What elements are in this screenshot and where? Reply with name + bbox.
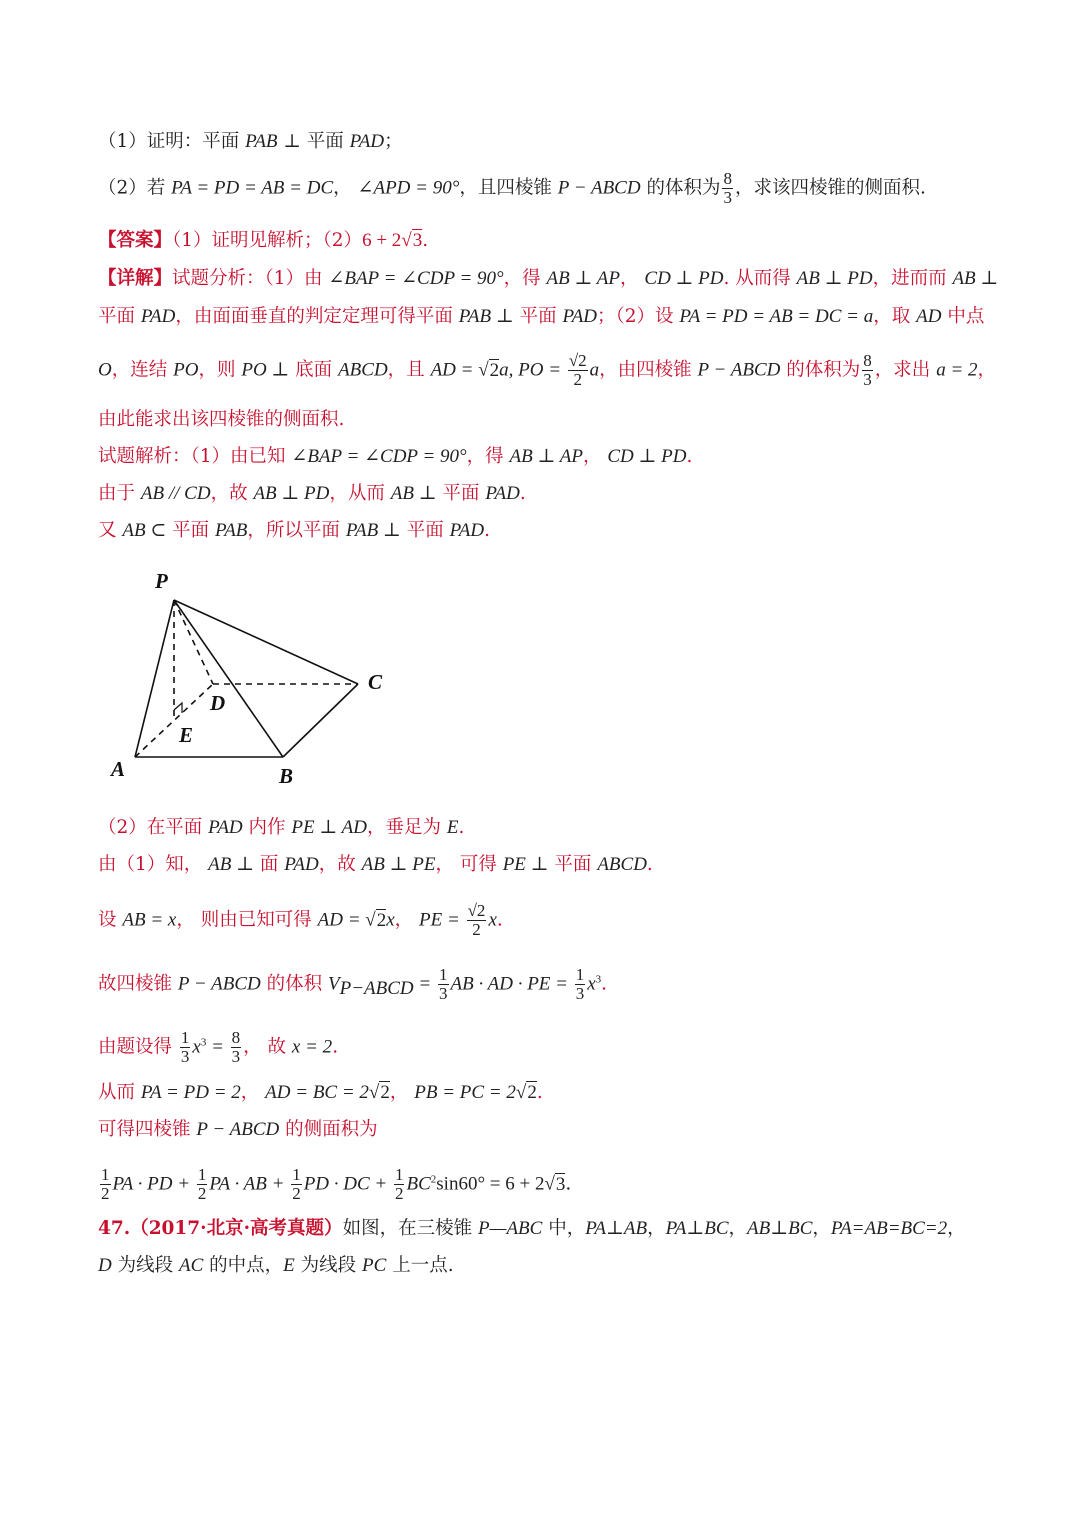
fraction: $\frac{√2}{2}$	[467, 901, 486, 939]
math: x	[192, 1036, 201, 1058]
text: ，垂足为	[366, 817, 447, 838]
math: =	[413, 973, 436, 995]
math: AB ⊥ AP	[509, 446, 583, 467]
math: ∠APD = 90°	[357, 177, 460, 199]
text: 由于	[98, 483, 141, 504]
text: ，	[389, 1082, 415, 1103]
part2-line-1	[98, 816, 464, 840]
fraction: $\frac{1}{3}$	[575, 965, 585, 1003]
math: PO	[173, 359, 199, 381]
text: ， 则由已知可得	[176, 909, 318, 931]
math: a	[589, 359, 600, 381]
label-A: A	[111, 757, 126, 781]
text: ，故	[210, 483, 254, 504]
fraction: $\frac{8}{3}$	[723, 169, 732, 207]
question-47-line-2	[98, 1254, 454, 1278]
text: ；（2）设	[597, 306, 680, 327]
math: x	[587, 973, 596, 995]
text: .	[601, 973, 608, 995]
text: 试题解析：（1）由已知	[98, 446, 292, 467]
text: 设	[98, 909, 123, 931]
text: 平面	[513, 306, 563, 327]
math: PAD	[449, 520, 485, 541]
math: P − ABCD	[557, 177, 641, 199]
math: PAD	[208, 817, 243, 838]
text: .	[565, 1173, 572, 1195]
text: ，则	[198, 359, 242, 381]
fraction: $\frac{√2}{2}$	[568, 351, 587, 389]
math: PA · PD +	[112, 1173, 195, 1195]
text: . 从而得	[723, 268, 797, 289]
text: ；	[384, 131, 403, 152]
edge-BC	[283, 684, 358, 757]
superscript: 3	[595, 973, 602, 986]
math: O	[98, 359, 112, 381]
detail-line-5	[98, 445, 692, 469]
label-D: D	[210, 691, 226, 715]
math: x	[488, 909, 497, 931]
text: ，求该四棱锥的侧面积.	[734, 177, 926, 199]
math: PB = PC = 2	[414, 1082, 516, 1103]
math: a = 2	[936, 359, 978, 381]
label-B: B	[279, 764, 294, 788]
text: ，由面面垂直的判定定理可得平面	[175, 306, 459, 327]
text: ，连结	[111, 359, 174, 381]
detail-line-6	[98, 482, 526, 506]
math: PA = PD = 2	[140, 1082, 241, 1103]
text: ，	[728, 1218, 748, 1239]
fraction: $\frac{1}{2}$	[101, 1165, 110, 1203]
math: =	[206, 1036, 229, 1058]
text: 的中点，	[203, 1255, 284, 1276]
math: PA⊥BC	[665, 1218, 729, 1239]
text: 如图，在三棱锥	[342, 1218, 478, 1239]
text: （1）证明见解析；（2）	[172, 230, 363, 251]
text: 平面	[98, 306, 141, 327]
math: PAB ⊥	[345, 520, 401, 541]
part2-line-6	[98, 1081, 543, 1105]
text: 为线段	[111, 1255, 179, 1276]
math: AB ⊂	[122, 520, 167, 541]
text: .	[536, 1082, 543, 1103]
text: .	[646, 854, 653, 875]
text: 的侧面积为	[279, 1119, 378, 1140]
detail-line-3	[98, 352, 996, 389]
math: PA = PD = AB = DC	[171, 177, 334, 199]
math: PAD	[485, 483, 520, 504]
math: AB⊥BC	[747, 1218, 813, 1239]
part2-line-8	[98, 1166, 571, 1203]
math: AB = x	[122, 909, 177, 931]
math: D	[98, 1255, 112, 1276]
answer-line	[98, 229, 428, 253]
math: CD ⊥ PD	[644, 268, 724, 289]
math: a, PO =	[499, 359, 566, 381]
math: AD	[916, 306, 942, 327]
math: E	[283, 1255, 295, 1276]
label-C: C	[368, 670, 383, 694]
math: E	[446, 817, 459, 838]
text: 平面	[166, 520, 216, 541]
math: PAD	[562, 306, 598, 327]
part2-line-5	[98, 1029, 338, 1066]
fraction: $\frac{1}{3}$	[180, 1028, 190, 1066]
sqrt: √2	[365, 909, 387, 931]
math: ABCD	[338, 359, 388, 381]
sqrt: √2	[368, 1082, 390, 1103]
text: ，	[947, 1218, 966, 1239]
text: ，取	[873, 306, 917, 327]
text: 平面	[436, 483, 486, 504]
fraction: $\frac{8}{3}$	[863, 351, 872, 389]
detail-line-1	[98, 267, 998, 291]
text: 由（1）知，	[98, 854, 209, 875]
math: ABCD	[597, 854, 647, 875]
text: ，	[812, 1218, 831, 1239]
text: 底面	[289, 359, 339, 381]
fraction: $\frac{1}{3}$	[439, 965, 448, 1003]
edge-PA	[135, 600, 174, 757]
math: sin60° = 6 + 2	[436, 1173, 545, 1195]
text: ，由四棱锥	[599, 359, 698, 381]
right-angle-mark	[174, 703, 182, 713]
math: AB ⊥ PD	[796, 268, 873, 289]
text: .	[332, 1036, 339, 1058]
math: AB ⊥ PD	[253, 483, 330, 504]
part2-line-7	[98, 1118, 378, 1142]
text: ， 故	[243, 1036, 292, 1058]
math: AB ⊥ AP	[546, 268, 620, 289]
text: 面	[254, 854, 285, 875]
text: 的体积	[260, 973, 329, 995]
text: ，所以平面	[247, 520, 346, 541]
question-47-line-1	[98, 1217, 966, 1241]
answer-tag: 【答案】	[98, 230, 173, 251]
text: （2）在平面	[98, 817, 209, 838]
math: PA⊥AB	[585, 1218, 648, 1239]
detail-line-4	[98, 408, 344, 432]
math: AB · AD · PE =	[450, 973, 573, 995]
question-number: 47.	[98, 1218, 131, 1239]
math: ∠BAP = ∠CDP = 90°	[291, 446, 467, 467]
edge-AD	[135, 684, 213, 757]
text: 的体积为	[780, 359, 861, 381]
math: PE ⊥ AD	[291, 817, 367, 838]
math: PD · DC +	[303, 1173, 392, 1195]
pyramid-figure	[100, 562, 400, 792]
part2-line-4	[98, 966, 607, 1003]
text: .	[458, 817, 465, 838]
text: 故四棱锥	[98, 973, 178, 995]
math: AB ⊥	[208, 854, 254, 875]
text: .	[496, 909, 503, 931]
text: （2）若	[98, 177, 172, 199]
math: 6 + 2	[362, 230, 402, 251]
math: ∠BAP = ∠CDP = 90°	[328, 268, 504, 289]
text: .	[484, 520, 490, 541]
question-part-2	[98, 170, 926, 207]
math: P—ABC	[477, 1218, 543, 1239]
math: x = 2	[291, 1036, 333, 1058]
math: AC	[179, 1255, 204, 1276]
math: AD =	[430, 359, 479, 381]
text: ， 可得	[435, 854, 503, 875]
math: PA · AB +	[209, 1173, 290, 1195]
math: AB ⊥	[952, 268, 999, 289]
superscript: 3	[200, 1036, 207, 1049]
sqrt: √3	[401, 230, 423, 251]
fraction: $\frac{8}{3}$	[231, 1028, 241, 1066]
edge-PD	[174, 600, 213, 684]
text: 中，	[542, 1218, 586, 1239]
text: ，求出	[874, 359, 937, 381]
math: x	[386, 909, 395, 931]
math: PE =	[419, 909, 465, 931]
math: CD ⊥ PD	[607, 446, 687, 467]
text: ，故	[318, 854, 362, 875]
math: V	[328, 973, 340, 995]
math: PA = PD = AB = DC = a	[679, 306, 874, 327]
text: 又	[98, 520, 123, 541]
text: 平面	[400, 520, 450, 541]
text: ，得	[466, 446, 510, 467]
text: 可得四棱锥	[98, 1119, 197, 1140]
math: PAB	[215, 520, 248, 541]
text: 的体积为	[640, 177, 721, 199]
text: .	[519, 483, 526, 504]
detail-tag: 【详解】	[98, 268, 173, 289]
question-part-1	[98, 130, 403, 154]
math: P − ABCD	[697, 359, 781, 381]
text: （1）证明：平面	[98, 131, 240, 152]
detail-line-7	[98, 519, 490, 543]
fraction: $\frac{1}{2}$	[197, 1165, 207, 1203]
math: PAD	[349, 131, 385, 152]
sqrt: √3	[544, 1173, 566, 1195]
math: AD = BC = 2	[265, 1082, 369, 1103]
math: BC	[406, 1173, 431, 1195]
math: P − ABCD	[196, 1119, 280, 1140]
text: ，从而	[329, 483, 391, 504]
label-E: E	[179, 723, 194, 747]
text: ，	[240, 1082, 266, 1103]
text: 从而	[98, 1082, 141, 1103]
text: ⊥ 平面	[277, 131, 350, 152]
text: ，且	[387, 359, 431, 381]
math: PC	[362, 1255, 387, 1276]
text: 由题设得	[98, 1036, 178, 1058]
text: 为线段	[294, 1255, 363, 1276]
math: PAD	[140, 306, 176, 327]
edge-PC	[174, 600, 358, 684]
text: 中点	[941, 306, 985, 327]
math: PAD	[284, 854, 319, 875]
subscript: P−ABCD	[339, 978, 414, 1000]
math: PA=AB=BC=2	[830, 1218, 948, 1239]
sqrt: √2	[515, 1082, 537, 1103]
label-P: P	[155, 569, 168, 593]
math: AB ⊥	[390, 483, 437, 504]
math: AD =	[317, 909, 366, 931]
math: PAB ⊥	[458, 306, 514, 327]
math: PO ⊥	[241, 359, 290, 381]
math: AB // CD	[140, 483, 211, 504]
detail-line-2	[98, 305, 984, 329]
text: ，	[619, 268, 639, 289]
text: ，	[977, 359, 997, 381]
math: P − ABCD	[177, 973, 261, 995]
text: 上一点.	[386, 1255, 454, 1276]
text: 试题分析：（1）由	[172, 268, 329, 289]
part2-line-3	[98, 902, 503, 939]
text: ，进而而	[872, 268, 953, 289]
text: 平面	[548, 854, 598, 875]
fraction: $\frac{1}{2}$	[292, 1165, 301, 1203]
fraction: $\frac{1}{2}$	[394, 1165, 404, 1203]
text: ，	[582, 446, 608, 467]
text: ，	[394, 909, 420, 931]
text: ，得	[503, 268, 547, 289]
question-source: （2017·北京·高考真题）	[130, 1218, 343, 1239]
math: PE ⊥	[502, 854, 549, 875]
superscript: 2	[430, 1173, 437, 1186]
text: .	[422, 230, 429, 251]
math: PAB	[245, 131, 278, 152]
text: ，	[647, 1218, 666, 1239]
sqrt: √2	[478, 359, 500, 381]
part2-line-2	[98, 853, 653, 877]
text: 由此能求出该四棱锥的侧面积.	[98, 409, 345, 430]
text: .	[686, 446, 693, 467]
text: 内作	[242, 817, 292, 838]
math: AB ⊥ PE	[361, 854, 436, 875]
text: ，且四棱锥	[459, 177, 558, 199]
text: ，	[333, 177, 352, 199]
